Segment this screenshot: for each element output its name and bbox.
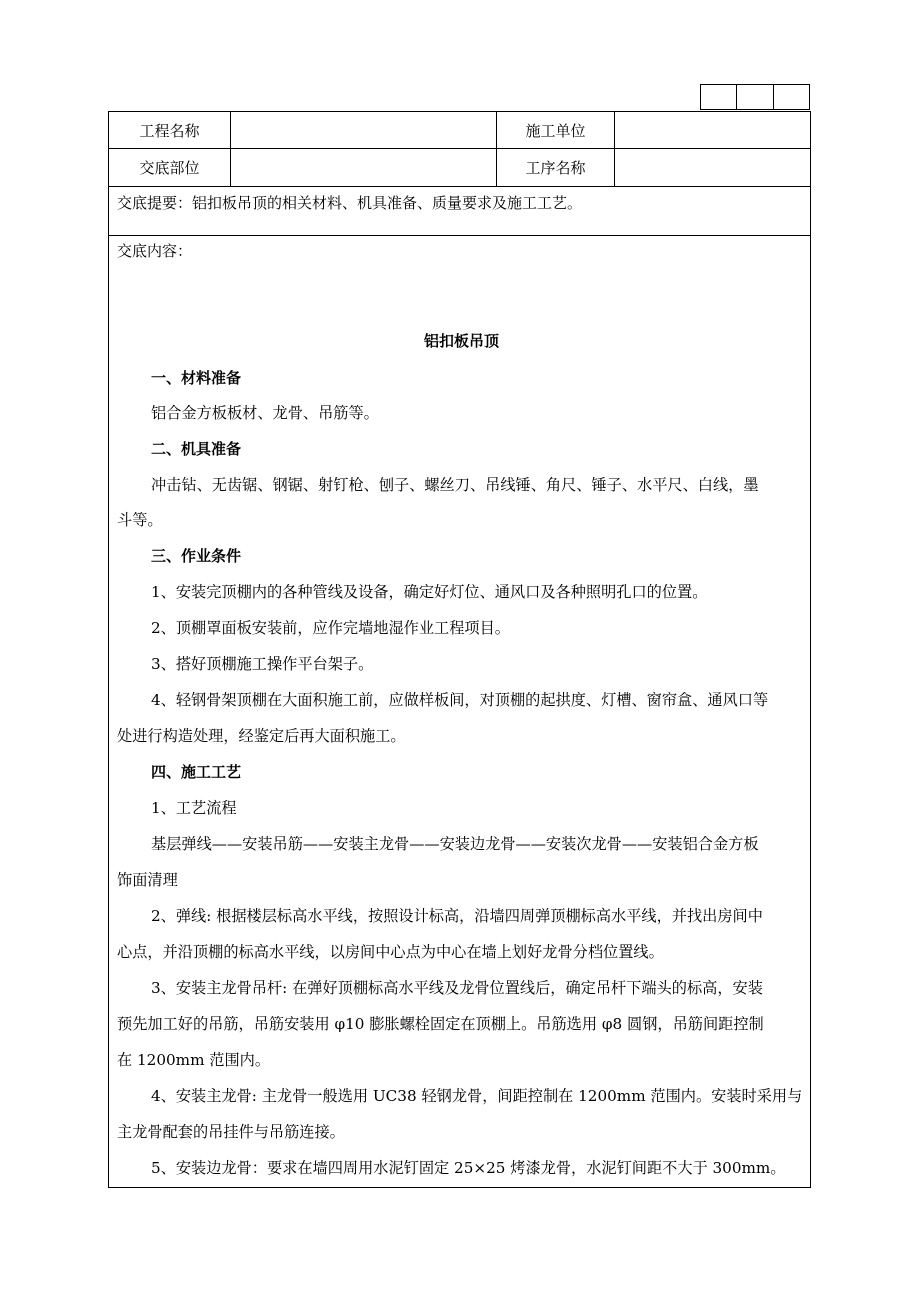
page-box: [773, 85, 809, 109]
project-name-field[interactable]: [230, 112, 496, 148]
paragraph: 铝合金方板板材、龙骨、吊筋等。: [151, 404, 379, 422]
paragraph: 在 1200mm 范围内。: [117, 1051, 271, 1069]
process-name-label: 工序名称: [496, 149, 614, 186]
paragraph: 3、搭好顶棚施工操作平台架子。: [151, 655, 374, 673]
header-row-1: [109, 112, 810, 149]
briefing-summary: 交底提要：铝扣板吊顶的相关材料、机具准备、质量要求及施工工艺。: [117, 194, 583, 212]
paragraph: 4、轻钢骨架顶棚在大面积施工前，应做样板间，对顶棚的起拱度、灯槽、窗帘盒、通风口等: [151, 691, 769, 709]
paragraph: 基层弹线——安装吊筋——安装主龙骨——安装边龙骨——安装次龙骨——安装铝合金方板: [151, 835, 759, 853]
paragraph: 主龙骨配套的吊挂件与吊筋连接。: [117, 1123, 345, 1141]
section-heading: 二、机具准备: [151, 440, 242, 458]
paragraph: 冲击钻、无齿锯、钢锯、射钉枪、刨子、螺丝刀、吊线锤、角尺、锤子、水平尺、白线，墨: [151, 476, 759, 494]
construction-unit-field[interactable]: [614, 112, 810, 148]
paragraph: 2、顶棚罩面板安装前，应作完墙地湿作业工程项目。: [151, 619, 510, 637]
paragraph: 4、安装主龙骨: 主龙骨一般选用 UC38 轻钢龙骨，间距控制在 1200mm 范围内。安装时采用与: [151, 1087, 803, 1105]
paragraph: 1、安装完顶棚内的各种管线及设备，确定好灯位、通风口及各种照明孔口的位置。: [151, 583, 708, 601]
paragraph: 心点，并沿顶棚的标高水平线，以房间中心点为中心在墙上划好龙骨分档位置线。: [117, 943, 664, 961]
briefing-part-field[interactable]: [230, 149, 496, 186]
content-label: 交底内容：: [117, 242, 193, 260]
header-row-2: [109, 149, 810, 187]
construction-unit-label: 施工单位: [496, 112, 614, 148]
section-heading: 四、施工工艺: [151, 763, 242, 781]
paragraph: 处进行构造处理，经鉴定后再大面积施工。: [117, 727, 406, 745]
paragraph: 预先加工好的吊筋，吊筋安装用 φ10 膨胀螺栓固定在顶棚上。吊筋选用 φ8 圆钢，吊筋间距控制: [117, 1015, 764, 1033]
paragraph: 斗等。: [117, 511, 163, 529]
paragraph: 饰面清理: [117, 871, 178, 889]
section-heading: 一、材料准备: [151, 369, 242, 387]
briefing-form: [108, 111, 811, 1188]
briefing-part-label: 交底部位: [139, 159, 200, 177]
paragraph: 2、弹线: 根据楼层标高水平线，按照设计标高，沿墙四周弹顶棚标高水平线，并找出房间中: [151, 907, 763, 925]
project-name-label: 工程名称: [139, 121, 200, 140]
page-box: [736, 85, 772, 109]
paragraph: 1、工艺流程: [151, 799, 237, 817]
paragraph: 5、安装边龙骨：要求在墙四周用水泥钉固定 25×25 烤漆龙骨，水泥钉间距不大于 300mm。: [151, 1159, 786, 1177]
process-name-field[interactable]: [614, 149, 810, 186]
doc-title: 铝扣板吊顶: [424, 332, 500, 350]
page-number-boxes: [700, 84, 810, 110]
paragraph: 3、安装主龙骨吊杆: 在弹好顶棚标高水平线及龙骨位置线后，确定吊杆下端头的标高，安装: [151, 979, 763, 997]
page-box: [701, 85, 736, 109]
section-heading: 三、作业条件: [151, 547, 242, 565]
